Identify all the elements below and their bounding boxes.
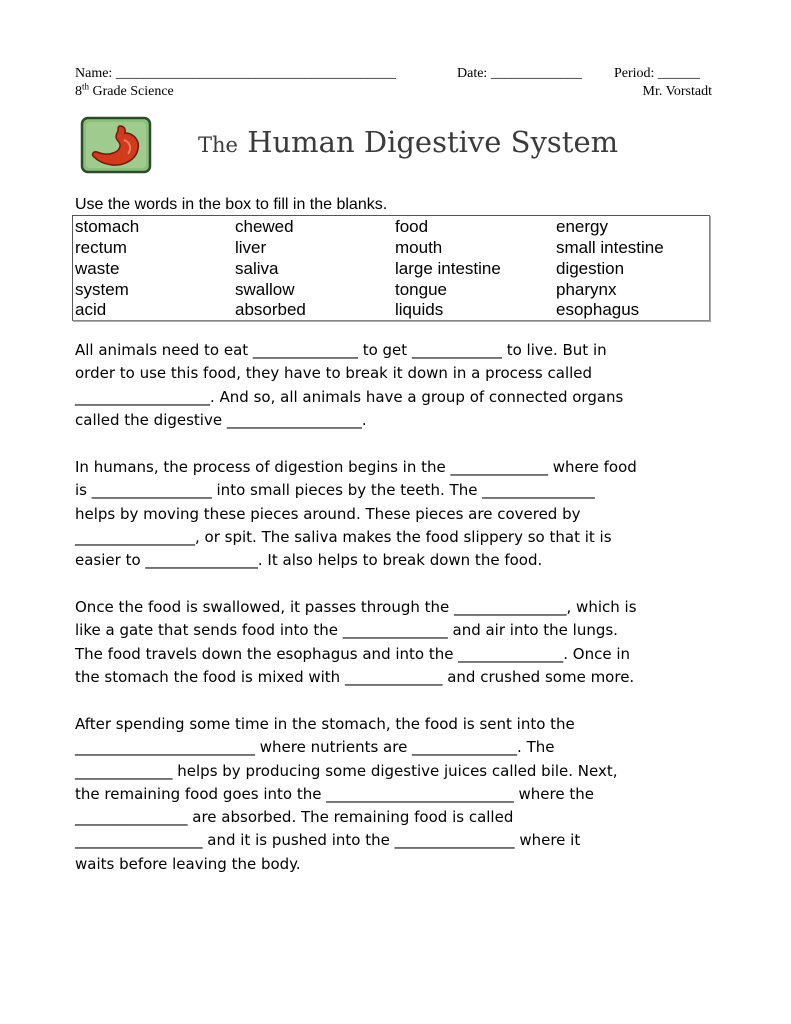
- title-banner: [80, 116, 680, 176]
- stomach-icon: [80, 116, 152, 174]
- paragraph-line[interactable]: Once the food is swallowed, it passes through the _______________, which is: [75, 598, 637, 616]
- grade-text: Grade Science: [89, 84, 174, 99]
- paragraph-line[interactable]: _________________ and it is pushed into the ________________ where it: [75, 831, 581, 850]
- paragraph-line[interactable]: ________________, or spit. The saliva makes the food slippery so that it is: [75, 527, 612, 546]
- instructions: Use the words in the box to fill in the blanks.: [75, 196, 388, 213]
- paragraph-line[interactable]: called the digestive __________________.: [75, 410, 367, 429]
- paragraph-line: After spending some time in the stomach, the food is sent into the: [75, 715, 575, 733]
- paragraph-2: [75, 456, 715, 572]
- title-main: Human Digestive System: [247, 125, 619, 159]
- word-bank-item: liquids: [395, 300, 444, 319]
- word-bank-item: mouth: [395, 238, 443, 257]
- word-bank-item: saliva: [235, 259, 279, 278]
- paragraph-line[interactable]: the remaining food goes into the _________________________ where the: [75, 784, 594, 803]
- word-bank-item: acid: [75, 300, 107, 319]
- paragraph-line[interactable]: In humans, the process of digestion begins in the _____________ where food: [75, 458, 637, 476]
- name-field[interactable]: Name: ________________________________________: [75, 66, 396, 81]
- word-bank-item: system: [75, 280, 129, 299]
- paragraph-line[interactable]: like a gate that sends food into the ______________ and air into the lungs.: [75, 621, 618, 640]
- word-bank-item: waste: [75, 259, 120, 278]
- paragraph-line[interactable]: ________________________ where nutrients are ______________. The: [75, 738, 555, 757]
- paragraph-line[interactable]: _____________ helps by producing some digestive juices called bile. Next,: [75, 761, 618, 780]
- teacher-name: Mr. Vorstadt: [642, 84, 712, 99]
- word-bank-item: stomach: [75, 217, 140, 236]
- word-bank-item: large intestine: [395, 259, 501, 278]
- paragraph-line[interactable]: the stomach the food is mixed with _____________ and crushed some more.: [75, 667, 635, 686]
- word-bank-item: pharynx: [556, 280, 617, 299]
- word-bank-item: absorbed: [235, 300, 306, 319]
- word-bank-item: liver: [235, 238, 267, 257]
- word-bank-item: esophagus: [556, 300, 640, 319]
- class-label: [75, 81, 174, 100]
- word-bank-item: tongue: [395, 280, 447, 299]
- paragraph-line: helps by moving these pieces around. These pieces are covered by: [75, 504, 581, 523]
- word-bank-item: small intestine: [556, 238, 664, 257]
- word-bank-item: food: [395, 217, 429, 236]
- paragraph-line[interactable]: __________________. And so, all animals have a group of connected organs: [75, 387, 624, 406]
- word-bank-item: energy: [556, 217, 608, 236]
- title-the: The: [198, 133, 238, 157]
- paragraph-line[interactable]: All animals need to eat ______________ to get ____________ to live. But in: [75, 341, 607, 359]
- word-bank-item: rectum: [75, 238, 127, 257]
- paragraph-4: [75, 713, 715, 876]
- paragraph-line: waits before leaving the body.: [75, 854, 301, 873]
- page-title: [198, 122, 618, 165]
- paragraph-line[interactable]: is ________________ into small pieces by the teeth. The _______________: [75, 481, 595, 500]
- grade-number: 8: [75, 84, 82, 99]
- date-field[interactable]: Date: _____________: [457, 66, 582, 81]
- paragraph-3: [75, 596, 715, 689]
- paragraph-line: order to use this food, they have to break it down in a process called: [75, 364, 593, 383]
- paragraph-line[interactable]: The food travels down the esophagus and into the ______________. Once in: [75, 644, 631, 663]
- period-field[interactable]: Period: ______: [614, 66, 700, 81]
- paragraph-line[interactable]: _______________ are absorbed. The remaining food is called: [75, 808, 514, 827]
- word-bank-item: swallow: [235, 280, 295, 299]
- paragraph-line[interactable]: easier to _______________. It also helps to break down the food.: [75, 551, 543, 570]
- word-bank-item: digestion: [556, 259, 625, 278]
- paragraph-1: [75, 339, 715, 432]
- word-bank: [72, 215, 710, 321]
- word-bank-item: chewed: [235, 217, 294, 236]
- grade-suffix: th: [82, 81, 90, 92]
